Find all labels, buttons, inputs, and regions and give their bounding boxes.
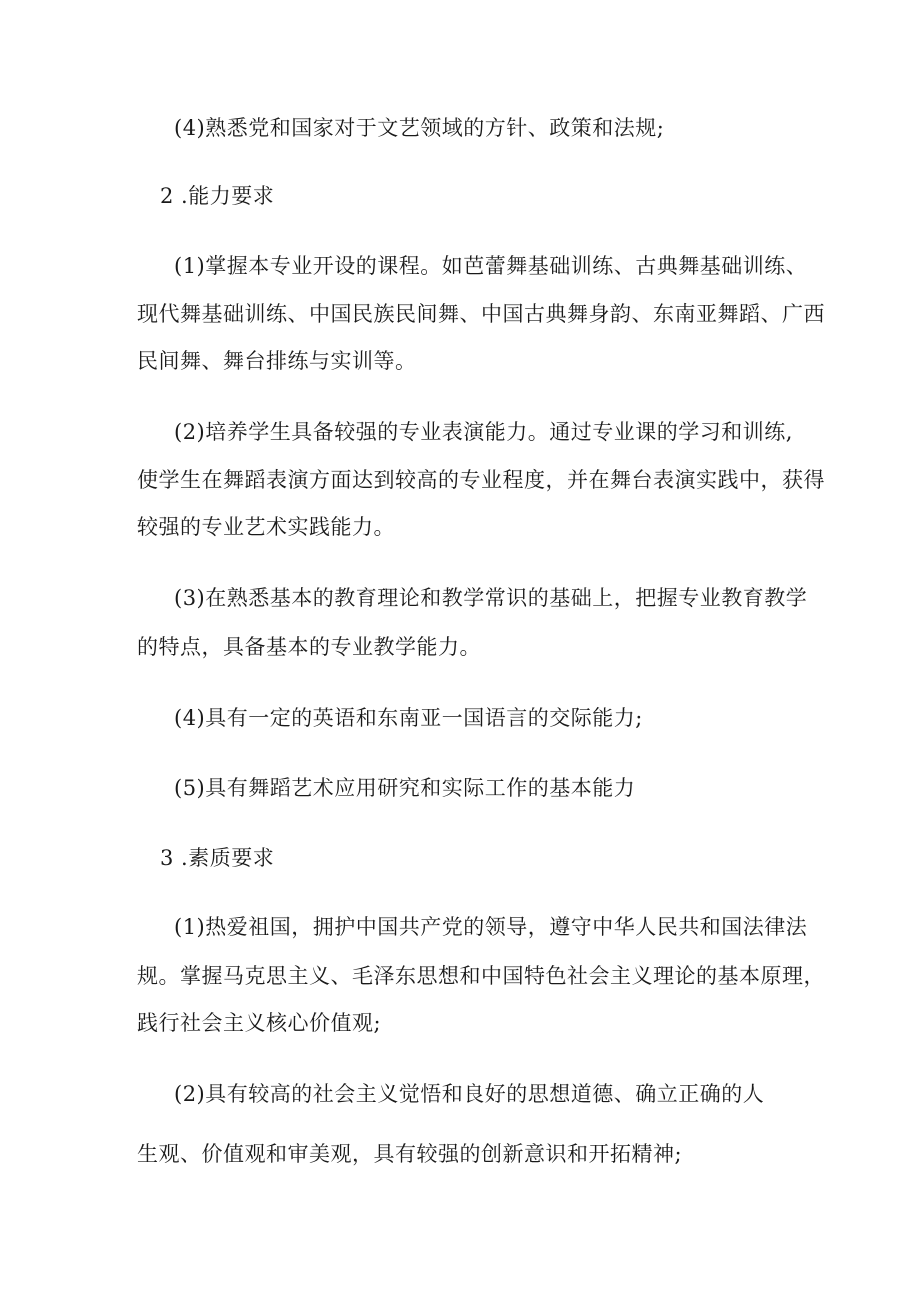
quality-item-2-line-1: (2)具有较高的社会主义觉悟和良好的思想道德、确立正确的人 xyxy=(174,1082,765,1106)
ability-item-5: (5)具有舞蹈艺术应用研究和实际工作的基本能力 xyxy=(174,776,636,800)
ability-item-1-line-3: 民间舞、舞台排练与实训等。 xyxy=(137,349,417,373)
ability-item-4: (4)具有一定的英语和东南亚一国语言的交际能力; xyxy=(174,706,643,730)
ability-item-1-line-1: (1)掌握本专业开设的课程。如芭蕾舞基础训练、古典舞基础训练、 xyxy=(174,254,808,278)
ability-item-1-line-2: 现代舞基础训练、中国民族民间舞、中国古典舞身韵、东南亚舞蹈、广西 xyxy=(137,302,825,326)
section-3-heading: 3 .素质要求 xyxy=(160,846,275,870)
quality-item-1-line-3: 践行社会主义核心价值观; xyxy=(137,1011,382,1035)
ability-item-2-line-3: 较强的专业艺术实践能力。 xyxy=(137,515,395,539)
quality-item-1-line-1: (1)热爱祖国，拥护中国共产党的领导，遵守中华人民共和国法律法 xyxy=(174,915,808,939)
quality-item-2-line-2: 生观、价值观和审美观，具有较强的创新意识和开拓精神; xyxy=(137,1142,683,1166)
section-2-heading: 2 .能力要求 xyxy=(160,184,275,208)
ability-item-3-line-2: 的特点，具备基本的专业教学能力。 xyxy=(137,635,481,659)
ability-item-2-line-2: 使学生在舞蹈表演方面达到较高的专业程度，并在舞台表演实践中，获得 xyxy=(137,468,825,492)
ability-item-2-line-1: (2)培养学生具备较强的专业表演能力。通过专业课的学习和训练, xyxy=(174,420,793,444)
quality-item-1-line-2: 规。掌握马克思主义、毛泽东思想和中国特色社会主义理论的基本原理， xyxy=(137,964,825,988)
knowledge-item-4: (4)熟悉党和国家对于文艺领域的方针、政策和法规; xyxy=(174,116,665,140)
ability-item-3-line-1: (3)在熟悉基本的教育理论和教学常识的基础上，把握专业教育教学 xyxy=(174,586,808,610)
